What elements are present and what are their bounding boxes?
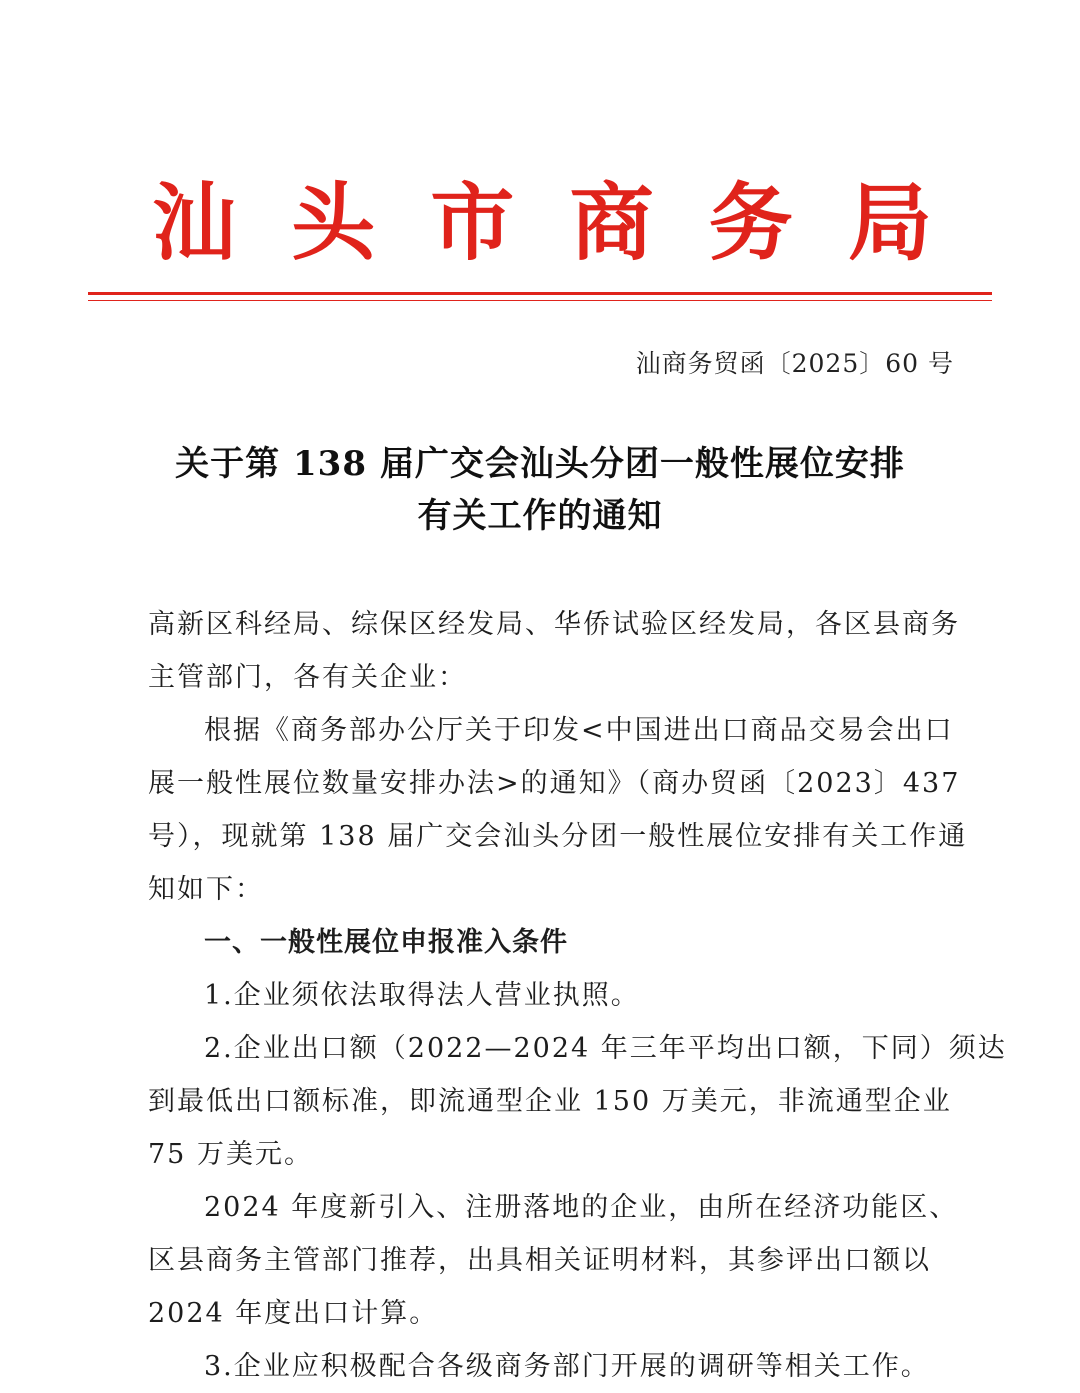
paragraph-line: 到最低出口额标准，即流通型企业 150 万美元，非流通型企业: [148, 1086, 952, 1117]
paragraph-line: 号），现就第 138 届广交会汕头分团一般性展位安排有关工作通: [148, 821, 968, 852]
paragraph-line: 知如下：: [148, 874, 264, 905]
org-name-char: 务: [708, 173, 793, 272]
paragraph-line: 根据《商务部办公厅关于印发<中国进出口商品交易会出口: [204, 715, 954, 746]
section-heading: 一、一般性展位申报准入条件: [204, 927, 568, 958]
org-name-char: 头: [291, 173, 376, 272]
paragraph-line: 区县商务主管部门推荐，出具相关证明材料，其参评出口额以: [148, 1245, 931, 1276]
org-name-char: 局: [847, 173, 932, 272]
header-divider-thick: [88, 292, 992, 295]
addressee-line: 主管部门，各有关企业：: [148, 662, 467, 693]
org-header: [90, 168, 990, 278]
list-item: 3.企业应积极配合各级商务部门开展的调研等相关工作。: [204, 1351, 930, 1382]
org-name-char: 商: [569, 173, 654, 272]
title-line: 有关工作的通知: [417, 496, 663, 536]
paragraph-line: 2024 年度出口计算。: [148, 1298, 439, 1329]
title-line: 关于第 138 届广交会汕头分团一般性展位安排: [175, 444, 905, 484]
document-number: 汕商务贸函〔2025〕60 号: [635, 349, 954, 378]
header-divider-thin: [88, 300, 992, 301]
document-title: [90, 438, 990, 542]
paragraph-line: 75 万美元。: [148, 1139, 313, 1170]
paragraph-line: 展一般性展位数量安排办法>的通知》（商办贸函〔2023〕437: [148, 768, 961, 799]
addressee-line: 高新区科经局、综保区经发局、华侨试验区经发局，各区县商务: [148, 609, 960, 640]
list-item: 2.企业出口额（2022—2024 年三年平均出口额，下同）须达: [204, 1033, 1007, 1064]
org-name-char: 市: [430, 173, 515, 272]
paragraph-line: 2024 年度新引入、注册落地的企业，由所在经济功能区、: [204, 1192, 959, 1223]
document-body: [148, 598, 1007, 1393]
org-name-char: 汕: [152, 173, 237, 272]
list-item: 1.企业须依法取得法人营业执照。: [204, 980, 640, 1011]
